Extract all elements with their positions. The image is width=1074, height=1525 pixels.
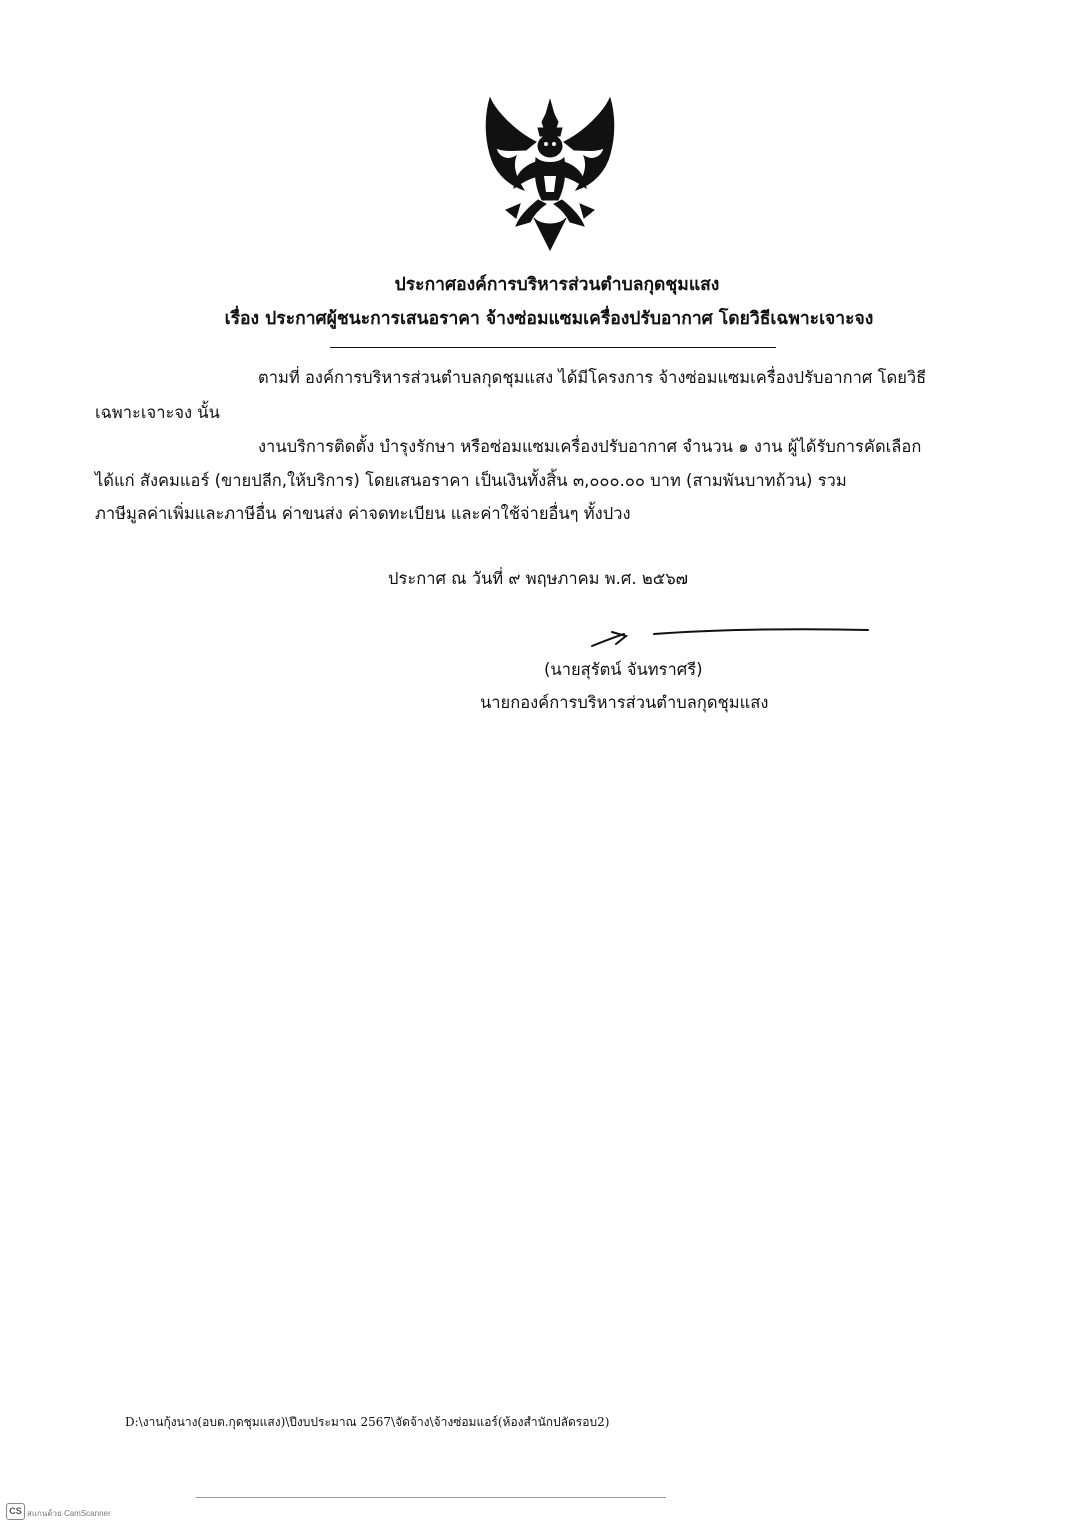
signer-position: นายกองค์การบริหารส่วนตำบลกุดชุมแสง: [480, 693, 769, 712]
paragraph-1-line-2: เฉพาะเจาะจง นั้น: [95, 403, 220, 422]
file-path-footer: D:\งานกุ้งนาง(อบต.กุดชุมแสง)\ปีงบประมาณ 2567\จัดจ้าง\จ้างซ่อมแอร์(ห้องสำนักปลัดรอบ2): [125, 1415, 610, 1429]
paragraph-1-line-1: ตามที่ องค์การบริหารส่วนตำบลกุดชุมแสง ได้มีโครงการ จ้างซ่อมแซมเครื่องปรับอากาศ โดยวิธี: [258, 368, 927, 387]
camscanner-caption: สแกนด้วย CamScanner: [27, 1509, 111, 1518]
signature-icon: [588, 622, 873, 652]
announcement-date: ประกาศ ณ วันที่ ๙ พฤษภาคม พ.ศ. ๒๕๖๗: [388, 569, 689, 588]
scan-artifact-divider: [196, 1497, 666, 1498]
title-divider: [330, 347, 776, 348]
announcement-subject: เรื่อง ประกาศผู้ชนะการเสนอราคา จ้างซ่อมแซมเครื่องปรับอากาศ โดยวิธีเฉพาะเจาะจง: [224, 309, 874, 329]
camscanner-logo-icon: CS: [6, 1503, 25, 1520]
paragraph-2-line-2: ได้แก่ สังคมแอร์ (ขายปลีก,ให้บริการ) โดยเสนอราคา เป็นเงินทั้งสิ้น ๓,๐๐๐.๐๐ บาท (สามพันบาทถ้วน) รวม: [95, 471, 847, 490]
garuda-emblem-icon: [476, 92, 624, 252]
signer-name: (นายสุรัตน์ จันทราศรี): [544, 660, 703, 679]
paragraph-2-line-3: ภาษีมูลค่าเพิ่มและภาษีอื่น ค่าขนส่ง ค่าจดทะเบียน และค่าใช้จ่ายอื่นๆ ทั้งปวง: [95, 504, 631, 523]
announcement-title: ประกาศองค์การบริหารส่วนตำบลกุดชุมแสง: [394, 275, 720, 295]
paragraph-2-line-1: งานบริการติดตั้ง บำรุงรักษา หรือซ่อมแซมเครื่องปรับอากาศ จำนวน ๑ งาน ผู้ได้รับการคัดเลือก: [258, 437, 922, 456]
